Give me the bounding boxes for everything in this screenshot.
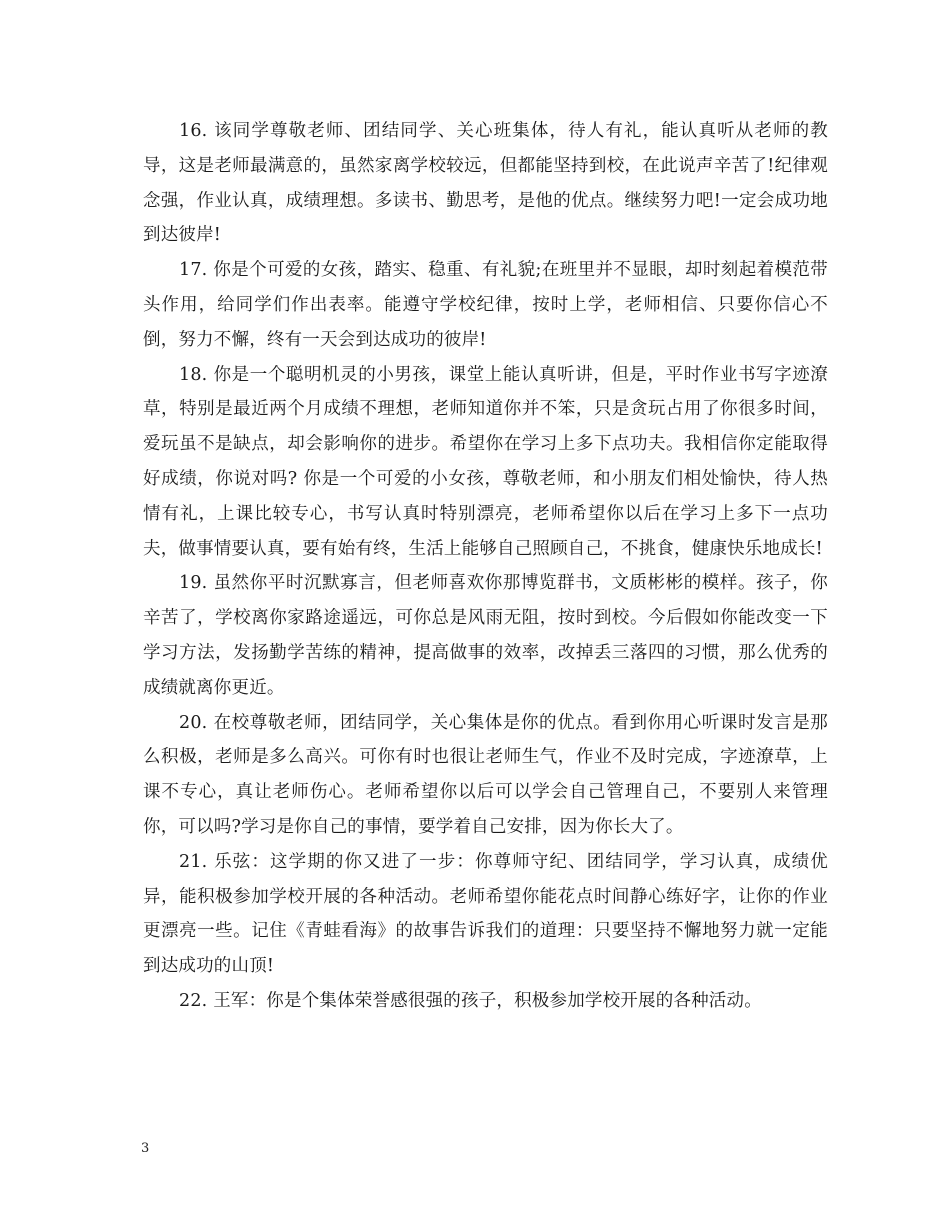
paragraph-21: 21. 乐弦：这学期的你又进了一步：你尊师守纪、团结同学，学习认真，成绩优异，能积极参加学校开展的各种活动。老师希望你能花点时间静心练好字，让你的作业更漂亮一些。记住《青蛙看海》的故事告诉我们的道理：只要坚持不懈地努力就一定能到达成功的山顶! [143, 851, 828, 977]
document-body [143, 114, 828, 1019]
paragraph-16: 16. 该同学尊敬老师、团结同学、关心班集体，待人有礼，能认真听从老师的教导，这是老师最满意的，虽然家离学校较远，但都能坚持到校，在此说声辛苦了!纪律观念强，作业认真，成绩理想。多读书、勤思考，是他的优点。继续努力吧!一定会成功地到达彼岸! [143, 121, 828, 246]
paragraph-18: 18. 你是一个聪明机灵的小男孩，课堂上能认真听讲，但是，平时作业书写字迹潦草，特别是最近两个月成绩不理想，老师知道你并不笨，只是贪玩占用了你很多时间，爱玩虽不是缺点，却会影响你的进步。希望你在学习上多下点功夫。我相信你定能取得好成绩，你说对吗? 你是一个可爱的小女孩，尊敬老师，和小朋友们相处愉快，待人热情有礼，上课比较专心，书写认真时特别漂亮，老师希望你以后在学习上多下一点功夫，做事情要认真，要有始有终，生活上能够自己照顾自己，不挑食，健康快乐地成长! [143, 364, 828, 559]
paragraph-22: 22. 王军：你是个集体荣誉感很强的孩子，积极参加学校开展的各种活动。 [179, 990, 762, 1011]
page-number: 3 [141, 1141, 150, 1156]
paragraph-19: 19. 虽然你平时沉默寡言，但老师喜欢你那博览群书，文质彬彬的模样。孩子，你辛苦了，学校离你家路途遥远，可你总是风雨无阻，按时到校。今后假如你能改变一下学习方法，发扬勤学苦练的精神，提高做事的效率，改掉丢三落四的习惯，那么优秀的成绩就离你更近。 [143, 573, 828, 698]
paragraph-20: 20. 在校尊敬老师，团结同学，关心集体是你的优点。看到你用心听课时发言是那么积极，老师是多么高兴。可你有时也很让老师生气，作业不及时完成，字迹潦草，上课不专心，真让老师伤心。老师希望你以后可以学会自己管理自己，不要别人来管理你，可以吗?学习是你自己的事情，要学着自己安排，因为你长大了。 [143, 712, 828, 837]
paragraph-17: 17. 你是个可爱的女孩，踏实、稳重、有礼貌;在班里并不显眼，却时刻起着模范带头作用，给同学们作出表率。能遵守学校纪律，按时上学，老师相信、只要你信心不倒，努力不懈，终有一天会到达成功的彼岸! [143, 260, 828, 350]
